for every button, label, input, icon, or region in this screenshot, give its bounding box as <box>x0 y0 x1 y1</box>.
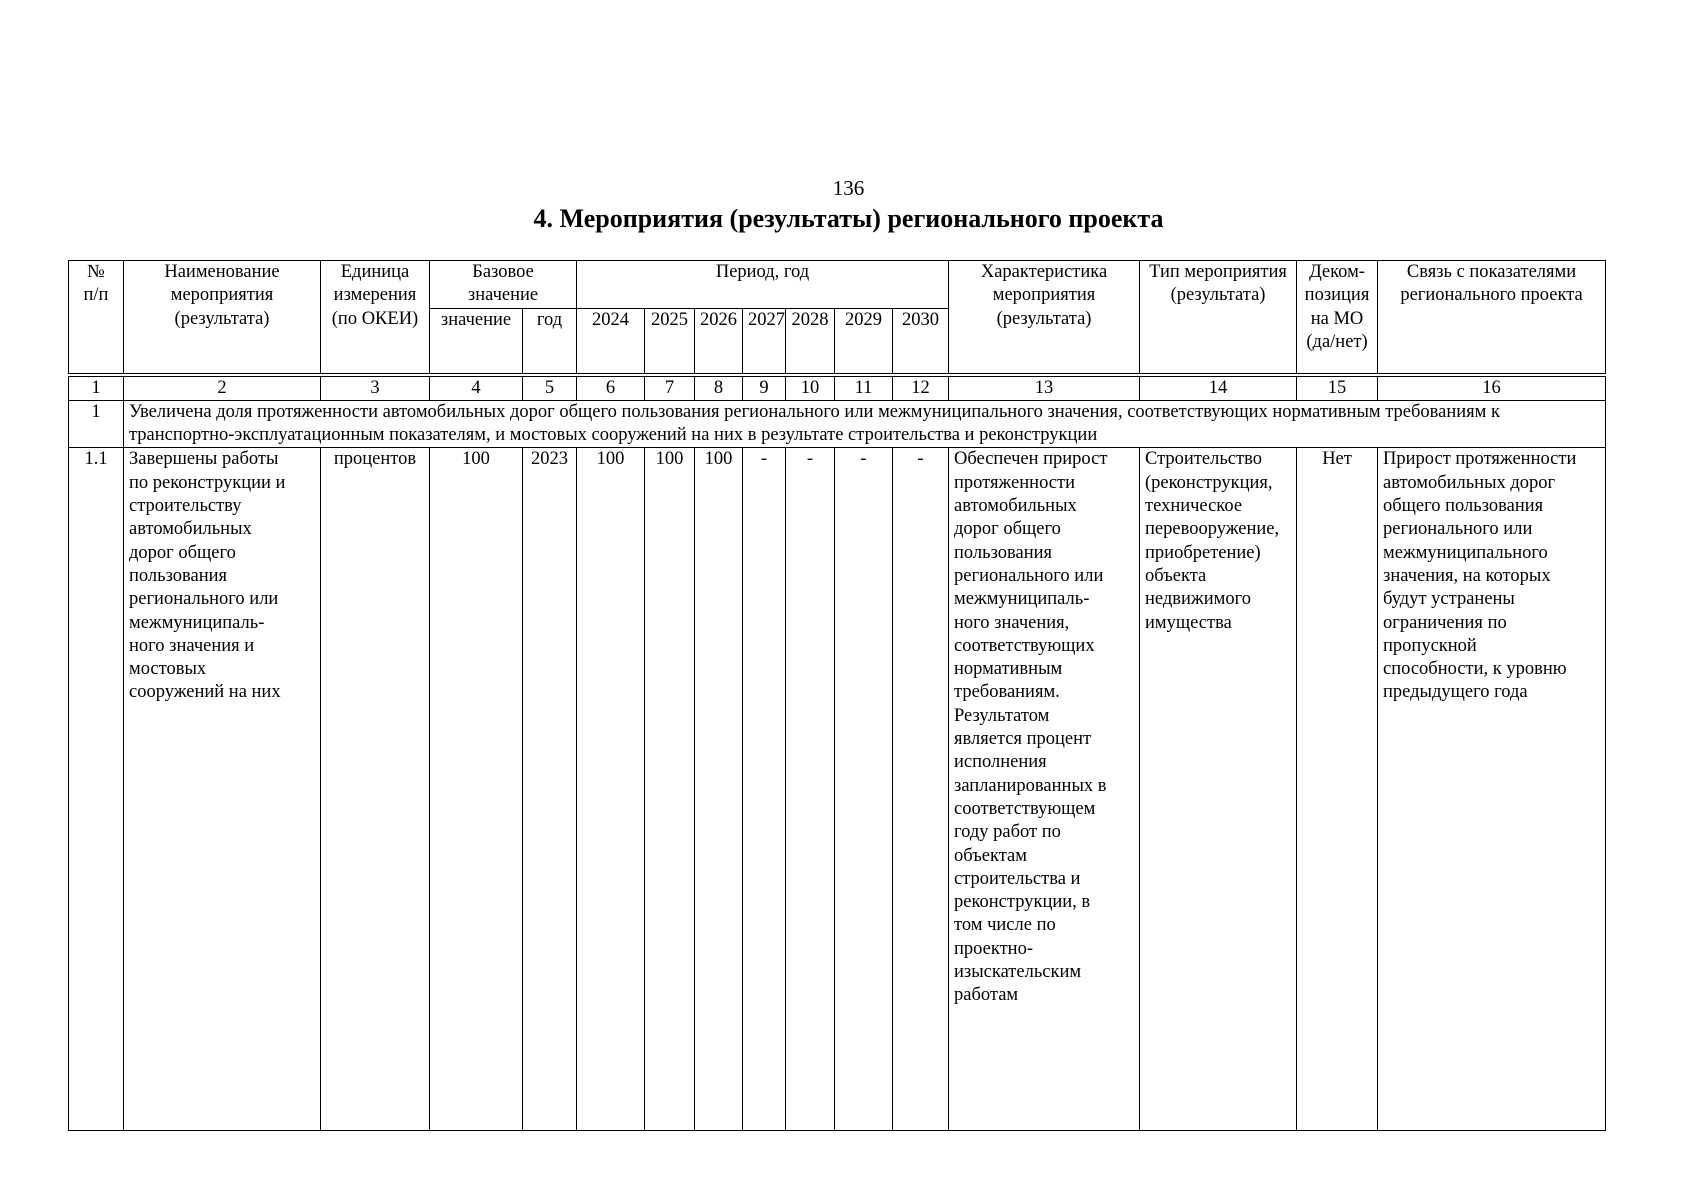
column-number: 16 <box>1378 375 1606 401</box>
column-number: 14 <box>1140 375 1297 401</box>
header-num: № п/п <box>69 261 124 375</box>
column-number: 5 <box>523 375 577 401</box>
column-number: 13 <box>949 375 1140 401</box>
row-name: Завершены работы по реконструкции и строительству автомобильных дорог общего пользования регионального или межмуниципаль- ного значения и мостовых сооружений на них <box>124 448 321 1131</box>
row-value-2025: 100 <box>645 448 695 1131</box>
column-number: 15 <box>1297 375 1378 401</box>
row-value-2030: - <box>893 448 949 1131</box>
row-num: 1.1 <box>69 448 124 1131</box>
header-year: 2027 <box>743 308 786 375</box>
header-year: 2026 <box>695 308 743 375</box>
header-year: 2028 <box>786 308 835 375</box>
row-type: Строительство (реконструкция, техническое перевооружение, приобретение) объекта недвижимого имущества <box>1140 448 1297 1131</box>
header-row-top <box>69 261 1606 309</box>
page-title: 4. Мероприятия (результаты) регионального проекта <box>533 204 1164 233</box>
column-number: 10 <box>786 375 835 401</box>
row-value-2029: - <box>835 448 893 1131</box>
header-base-year: год <box>523 308 577 375</box>
header-year: 2030 <box>893 308 949 375</box>
header-link: Связь с показателями регионального проекта <box>1378 261 1606 375</box>
row-base-value: 100 <box>430 448 523 1131</box>
row-value-2028: - <box>786 448 835 1131</box>
section-title: Увеличена доля протяженности автомобильных дорог общего пользования регионального или межмуниципального значения, соответствующих нормативным требованиям к транспортно-эксплуатационным показателям, и мостовых сооружений на них в результате строительства и реконструкции <box>124 400 1606 448</box>
row-value-2026: 100 <box>695 448 743 1131</box>
column-number: 6 <box>577 375 645 401</box>
header-year: 2025 <box>645 308 695 375</box>
row-characteristic: Обеспечен прирост протяженности автомобильных дорог общего пользования регионального или межмуниципаль- ного значения, соответствующих нормативным требованиям. Результатом является процент исполнения запланированных в соответствующем году работ по объектам строительства и реконструкции, в том числе по проектно- изыскательским работам <box>949 448 1140 1131</box>
table-row <box>69 448 1606 1131</box>
header-type: Тип мероприятия (результата) <box>1140 261 1297 375</box>
row-decomposition: Нет <box>1297 448 1378 1131</box>
page-number: 136 <box>832 176 865 200</box>
header-characteristic: Характеристика мероприятия (результата) <box>949 261 1140 375</box>
row-unit: процентов <box>321 448 430 1131</box>
header-base: Базовое значение <box>430 261 577 309</box>
column-number: 11 <box>835 375 893 401</box>
section-num: 1 <box>69 400 124 448</box>
column-numbers-row <box>69 375 1606 401</box>
measures-table <box>68 260 1606 1131</box>
column-number: 3 <box>321 375 430 401</box>
row-link: Прирост протяженности автомобильных дорог общего пользования регионального или межмуниципального значения, на которых будут устранены ограничения по пропускной способности, к уровню предыдущего года <box>1378 448 1606 1131</box>
column-number: 8 <box>695 375 743 401</box>
column-number: 7 <box>645 375 695 401</box>
header-decomposition: Деком- позиция на МО (да/нет) <box>1297 261 1378 375</box>
header-unit: Единица измерения (по ОКЕИ) <box>321 261 430 375</box>
column-number: 9 <box>743 375 786 401</box>
row-base-year: 2023 <box>523 448 577 1131</box>
row-value-2024: 100 <box>577 448 645 1131</box>
column-number: 12 <box>893 375 949 401</box>
column-number: 4 <box>430 375 523 401</box>
header-year: 2024 <box>577 308 645 375</box>
row-value-2027: - <box>743 448 786 1131</box>
section-row <box>69 400 1606 448</box>
header-base-value: значение <box>430 308 523 375</box>
column-number: 2 <box>124 375 321 401</box>
header-name: Наименование мероприятия (результата) <box>124 261 321 375</box>
header-period: Период, год <box>577 261 949 309</box>
header-year: 2029 <box>835 308 893 375</box>
column-number: 1 <box>69 375 124 401</box>
